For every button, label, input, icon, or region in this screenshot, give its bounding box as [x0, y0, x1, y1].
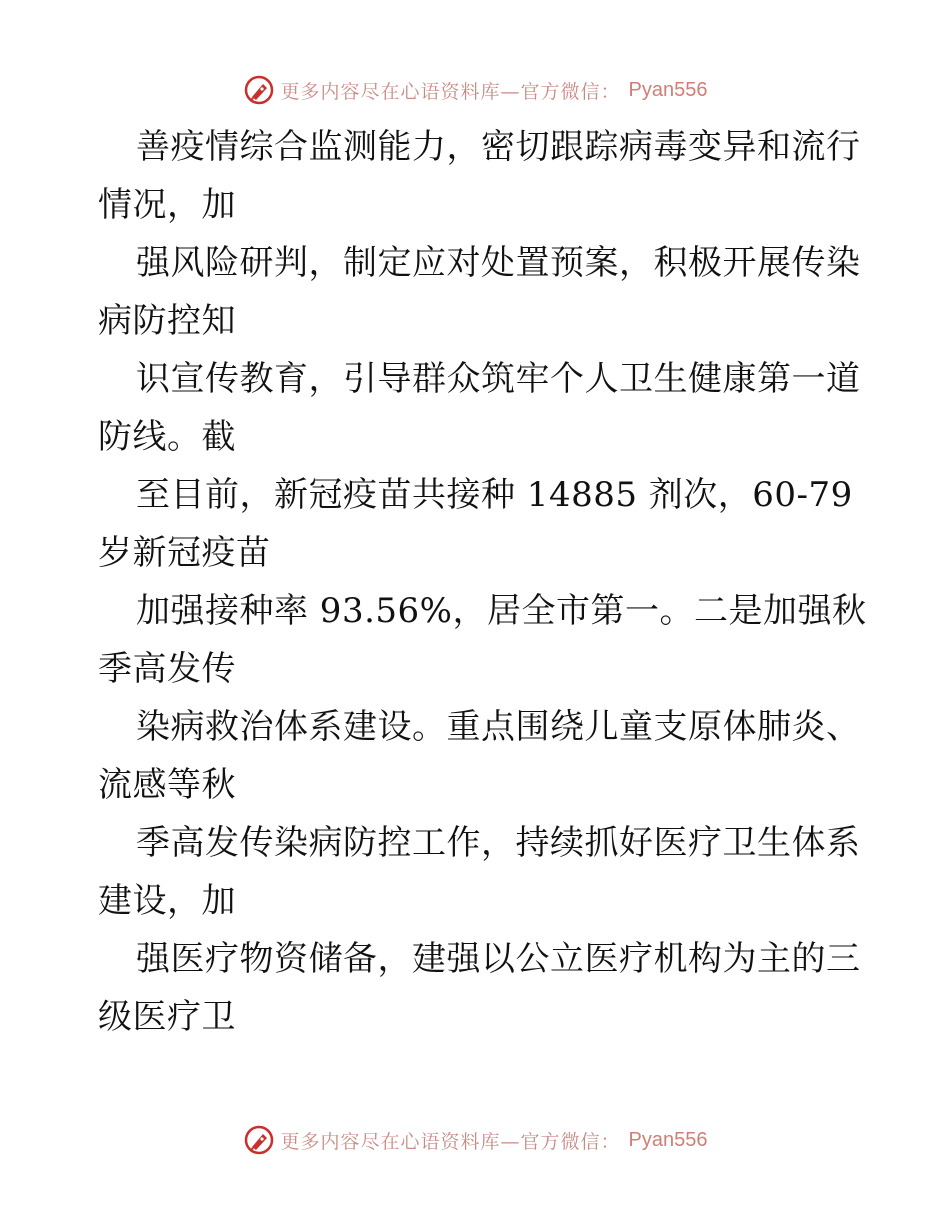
body-line: 情况，加 [98, 185, 236, 225]
header-wechat-id: Pyan556 [628, 78, 708, 101]
body-line: 防线。截 [98, 417, 236, 457]
body-line: 强风险研判，制定应对处置预案，积极开展传染 [136, 243, 861, 283]
body-line: 善疫情综合监测能力，密切跟踪病毒变异和流行 [136, 127, 861, 167]
body-line: 岁新冠疫苗 [98, 533, 271, 573]
header-banner [0, 70, 950, 110]
body-line: 流感等秋 [98, 765, 236, 805]
body-line: 染病救治体系建设。重点围绕儿童支原体肺炎、 [136, 707, 861, 747]
header-banner-text: 更多内容尽在心语资料库—官方微信： [280, 80, 621, 103]
pen-nib-logo-icon [243, 1124, 275, 1156]
body-line: 至目前，新冠疫苗共接种 14885 剂次，60-79 [136, 475, 853, 515]
footer-banner [0, 1120, 950, 1160]
body-line: 季高发传染病防控工作，持续抓好医疗卫生体系 [136, 823, 861, 863]
body-line: 加强接种率 93.56%，居全市第一。二是加强秋 [136, 591, 867, 631]
footer-wechat-id: Pyan556 [628, 1128, 708, 1151]
document-body [98, 118, 868, 1046]
body-line: 病防控知 [98, 301, 236, 341]
body-line: 季高发传 [98, 649, 236, 689]
body-line: 强医疗物资储备，建强以公立医疗机构为主的三 [136, 939, 861, 979]
body-line: 建设，加 [98, 881, 236, 921]
pen-nib-logo-icon [243, 74, 275, 106]
body-line: 级医疗卫 [98, 997, 236, 1037]
body-line: 识宣传教育，引导群众筑牢个人卫生健康第一道 [136, 359, 861, 399]
footer-banner-text: 更多内容尽在心语资料库—官方微信： [280, 1130, 621, 1153]
